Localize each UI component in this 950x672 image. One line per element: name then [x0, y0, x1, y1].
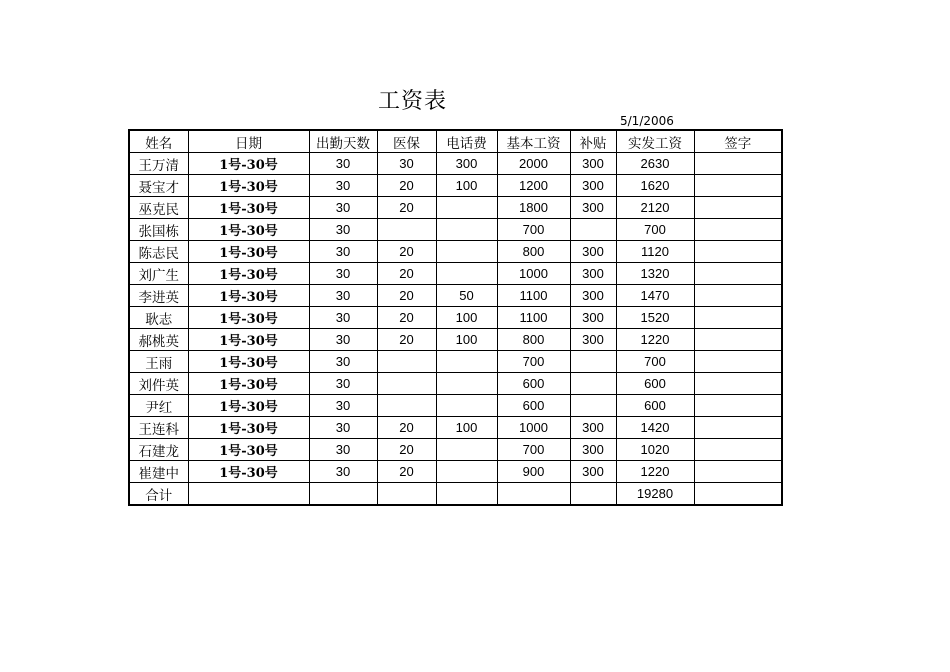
cell-base-salary[interactable]: 900 — [497, 461, 570, 483]
cell-attendance[interactable]: 30 — [309, 241, 377, 263]
cell-phone[interactable] — [436, 241, 497, 263]
cell-name[interactable]: 耿志 — [129, 307, 188, 329]
cell-name[interactable]: 崔建中 — [129, 461, 188, 483]
cell-allowance[interactable] — [570, 395, 616, 417]
cell-allowance[interactable]: 300 — [570, 307, 616, 329]
total-net-pay[interactable]: 19280 — [616, 483, 694, 506]
cell-period[interactable]: 1号-30号 — [188, 329, 309, 351]
cell-phone[interactable]: 50 — [436, 285, 497, 307]
cell-attendance[interactable]: 30 — [309, 285, 377, 307]
cell-net-pay[interactable]: 2120 — [616, 197, 694, 219]
cell-medical[interactable]: 20 — [377, 417, 436, 439]
cell-base-salary[interactable]: 1800 — [497, 197, 570, 219]
cell-medical[interactable] — [377, 219, 436, 241]
cell-attendance[interactable]: 30 — [309, 175, 377, 197]
cell-signature[interactable] — [694, 197, 782, 219]
cell-net-pay[interactable]: 1620 — [616, 175, 694, 197]
cell-signature[interactable] — [694, 417, 782, 439]
sheet-date: 5/1/2006 — [620, 114, 674, 128]
table-row — [129, 153, 782, 175]
cell[interactable] — [436, 483, 497, 506]
cell-phone[interactable] — [436, 439, 497, 461]
cell-net-pay[interactable]: 1520 — [616, 307, 694, 329]
cell-period[interactable]: 1号-30号 — [188, 219, 309, 241]
cell-name[interactable]: 王万清 — [129, 153, 188, 175]
cell-base-salary[interactable]: 1000 — [497, 417, 570, 439]
cell-name[interactable]: 石建龙 — [129, 439, 188, 461]
cell-name[interactable]: 巫克民 — [129, 197, 188, 219]
table-row — [129, 417, 782, 439]
cell-allowance[interactable]: 300 — [570, 153, 616, 175]
cell-name[interactable]: 陈志民 — [129, 241, 188, 263]
cell-allowance[interactable]: 300 — [570, 241, 616, 263]
cell-medical[interactable]: 20 — [377, 285, 436, 307]
cell-allowance[interactable]: 300 — [570, 285, 616, 307]
cell-phone[interactable] — [436, 197, 497, 219]
cell-phone[interactable]: 300 — [436, 153, 497, 175]
cell-period[interactable]: 1号-30号 — [188, 153, 309, 175]
cell-period[interactable]: 1号-30号 — [188, 263, 309, 285]
table-row — [129, 439, 782, 461]
cell-net-pay[interactable]: 2630 — [616, 153, 694, 175]
cell-base-salary[interactable]: 800 — [497, 329, 570, 351]
table-row — [129, 263, 782, 285]
cell[interactable] — [188, 483, 309, 506]
cell-attendance[interactable]: 30 — [309, 307, 377, 329]
cell[interactable] — [694, 483, 782, 506]
cell-period[interactable]: 1号-30号 — [188, 351, 309, 373]
table-row — [129, 241, 782, 263]
cell-phone[interactable] — [436, 351, 497, 373]
salary-table — [128, 129, 783, 506]
cell-signature[interactable] — [694, 307, 782, 329]
table-row — [129, 219, 782, 241]
cell-allowance[interactable]: 300 — [570, 175, 616, 197]
column-header-name: 姓名 — [129, 130, 188, 153]
cell-phone[interactable] — [436, 219, 497, 241]
total-label[interactable]: 合计 — [129, 483, 188, 506]
column-header-signature: 签字 — [694, 130, 782, 153]
cell-attendance[interactable]: 30 — [309, 153, 377, 175]
cell-period[interactable]: 1号-30号 — [188, 285, 309, 307]
column-header-attendance: 出勤天数 — [309, 130, 377, 153]
cell-period[interactable]: 1号-30号 — [188, 417, 309, 439]
cell-phone[interactable]: 100 — [436, 417, 497, 439]
cell-phone[interactable] — [436, 263, 497, 285]
table-row — [129, 307, 782, 329]
cell-signature[interactable] — [694, 461, 782, 483]
cell-attendance[interactable]: 30 — [309, 395, 377, 417]
cell-phone[interactable] — [436, 395, 497, 417]
cell-base-salary[interactable]: 2000 — [497, 153, 570, 175]
cell-name[interactable]: 张国栋 — [129, 219, 188, 241]
table-row — [129, 285, 782, 307]
cell-medical[interactable]: 20 — [377, 197, 436, 219]
cell-attendance[interactable]: 30 — [309, 461, 377, 483]
sheet-title: 工资表 — [378, 89, 448, 114]
cell[interactable] — [497, 483, 570, 506]
table-row — [129, 395, 782, 417]
cell-medical[interactable] — [377, 351, 436, 373]
cell-net-pay[interactable]: 1020 — [616, 439, 694, 461]
cell-base-salary[interactable]: 1100 — [497, 307, 570, 329]
cell-net-pay[interactable]: 700 — [616, 351, 694, 373]
table-row — [129, 329, 782, 351]
column-header-period: 日期 — [188, 130, 309, 153]
cell-net-pay[interactable]: 1320 — [616, 263, 694, 285]
cell[interactable] — [377, 483, 436, 506]
cell-medical[interactable]: 30 — [377, 153, 436, 175]
total-row — [129, 483, 782, 506]
cell-net-pay[interactable]: 1220 — [616, 461, 694, 483]
cell-net-pay[interactable]: 600 — [616, 395, 694, 417]
cell-medical[interactable]: 20 — [377, 175, 436, 197]
table-body — [129, 153, 782, 483]
cell-medical[interactable] — [377, 373, 436, 395]
cell-period[interactable]: 1号-30号 — [188, 373, 309, 395]
cell-period[interactable]: 1号-30号 — [188, 241, 309, 263]
column-header-medical: 医保 — [377, 130, 436, 153]
cell-base-salary[interactable]: 800 — [497, 241, 570, 263]
table-row — [129, 197, 782, 219]
cell-medical[interactable]: 20 — [377, 439, 436, 461]
cell-name[interactable]: 王连科 — [129, 417, 188, 439]
cell-base-salary[interactable]: 1000 — [497, 263, 570, 285]
cell-net-pay[interactable]: 1420 — [616, 417, 694, 439]
cell-medical[interactable]: 20 — [377, 307, 436, 329]
column-header-allowance: 补贴 — [570, 130, 616, 153]
cell-signature[interactable] — [694, 153, 782, 175]
cell-signature[interactable] — [694, 241, 782, 263]
cell-medical[interactable] — [377, 395, 436, 417]
cell-medical[interactable]: 20 — [377, 263, 436, 285]
cell-phone[interactable] — [436, 461, 497, 483]
cell-medical[interactable]: 20 — [377, 241, 436, 263]
cell-base-salary[interactable]: 600 — [497, 395, 570, 417]
cell-net-pay[interactable]: 1470 — [616, 285, 694, 307]
column-header-net-pay: 实发工资 — [616, 130, 694, 153]
cell-attendance[interactable]: 30 — [309, 197, 377, 219]
cell-allowance[interactable]: 300 — [570, 197, 616, 219]
cell-signature[interactable] — [694, 351, 782, 373]
cell-base-salary[interactable]: 600 — [497, 373, 570, 395]
cell-name[interactable]: 李进英 — [129, 285, 188, 307]
table-row — [129, 175, 782, 197]
cell-period[interactable]: 1号-30号 — [188, 197, 309, 219]
cell-allowance[interactable]: 300 — [570, 417, 616, 439]
header-row — [129, 130, 782, 153]
cell-period[interactable]: 1号-30号 — [188, 395, 309, 417]
column-header-base-salary: 基本工资 — [497, 130, 570, 153]
cell-signature[interactable] — [694, 263, 782, 285]
table-row — [129, 461, 782, 483]
cell-net-pay[interactable]: 1220 — [616, 329, 694, 351]
cell-period[interactable]: 1号-30号 — [188, 175, 309, 197]
table-row — [129, 373, 782, 395]
column-header-phone: 电话费 — [436, 130, 497, 153]
cell-base-salary[interactable]: 1100 — [497, 285, 570, 307]
cell-phone[interactable]: 100 — [436, 175, 497, 197]
cell-attendance[interactable]: 30 — [309, 417, 377, 439]
cell-allowance[interactable] — [570, 351, 616, 373]
cell-period[interactable]: 1号-30号 — [188, 461, 309, 483]
cell-allowance[interactable]: 300 — [570, 329, 616, 351]
cell-net-pay[interactable]: 1120 — [616, 241, 694, 263]
cell-attendance[interactable]: 30 — [309, 219, 377, 241]
cell-name[interactable]: 刘件英 — [129, 373, 188, 395]
cell-name[interactable]: 尹红 — [129, 395, 188, 417]
cell-allowance[interactable] — [570, 373, 616, 395]
cell[interactable] — [309, 483, 377, 506]
cell-signature[interactable] — [694, 285, 782, 307]
cell-attendance[interactable]: 30 — [309, 439, 377, 461]
cell-net-pay[interactable]: 600 — [616, 373, 694, 395]
cell-medical[interactable]: 20 — [377, 461, 436, 483]
cell-signature[interactable] — [694, 373, 782, 395]
cell-attendance[interactable]: 30 — [309, 351, 377, 373]
cell-phone[interactable] — [436, 373, 497, 395]
cell-signature[interactable] — [694, 395, 782, 417]
cell[interactable] — [570, 483, 616, 506]
cell-signature[interactable] — [694, 219, 782, 241]
cell-name[interactable]: 聂宝才 — [129, 175, 188, 197]
cell-signature[interactable] — [694, 175, 782, 197]
cell-attendance[interactable]: 30 — [309, 373, 377, 395]
cell-base-salary[interactable]: 700 — [497, 219, 570, 241]
cell-signature[interactable] — [694, 439, 782, 461]
cell-allowance[interactable]: 300 — [570, 439, 616, 461]
cell-allowance[interactable]: 300 — [570, 263, 616, 285]
cell-signature[interactable] — [694, 329, 782, 351]
cell-base-salary[interactable]: 700 — [497, 351, 570, 373]
cell-attendance[interactable]: 30 — [309, 329, 377, 351]
cell-allowance[interactable]: 300 — [570, 461, 616, 483]
cell-phone[interactable]: 100 — [436, 329, 497, 351]
cell-period[interactable]: 1号-30号 — [188, 307, 309, 329]
cell-name[interactable]: 刘广生 — [129, 263, 188, 285]
cell-name[interactable]: 郝桃英 — [129, 329, 188, 351]
table-row — [129, 351, 782, 373]
cell-base-salary[interactable]: 700 — [497, 439, 570, 461]
cell-medical[interactable]: 20 — [377, 329, 436, 351]
cell-attendance[interactable]: 30 — [309, 263, 377, 285]
cell-allowance[interactable] — [570, 219, 616, 241]
cell-name[interactable]: 王雨 — [129, 351, 188, 373]
cell-base-salary[interactable]: 1200 — [497, 175, 570, 197]
cell-net-pay[interactable]: 700 — [616, 219, 694, 241]
cell-phone[interactable]: 100 — [436, 307, 497, 329]
cell-period[interactable]: 1号-30号 — [188, 439, 309, 461]
